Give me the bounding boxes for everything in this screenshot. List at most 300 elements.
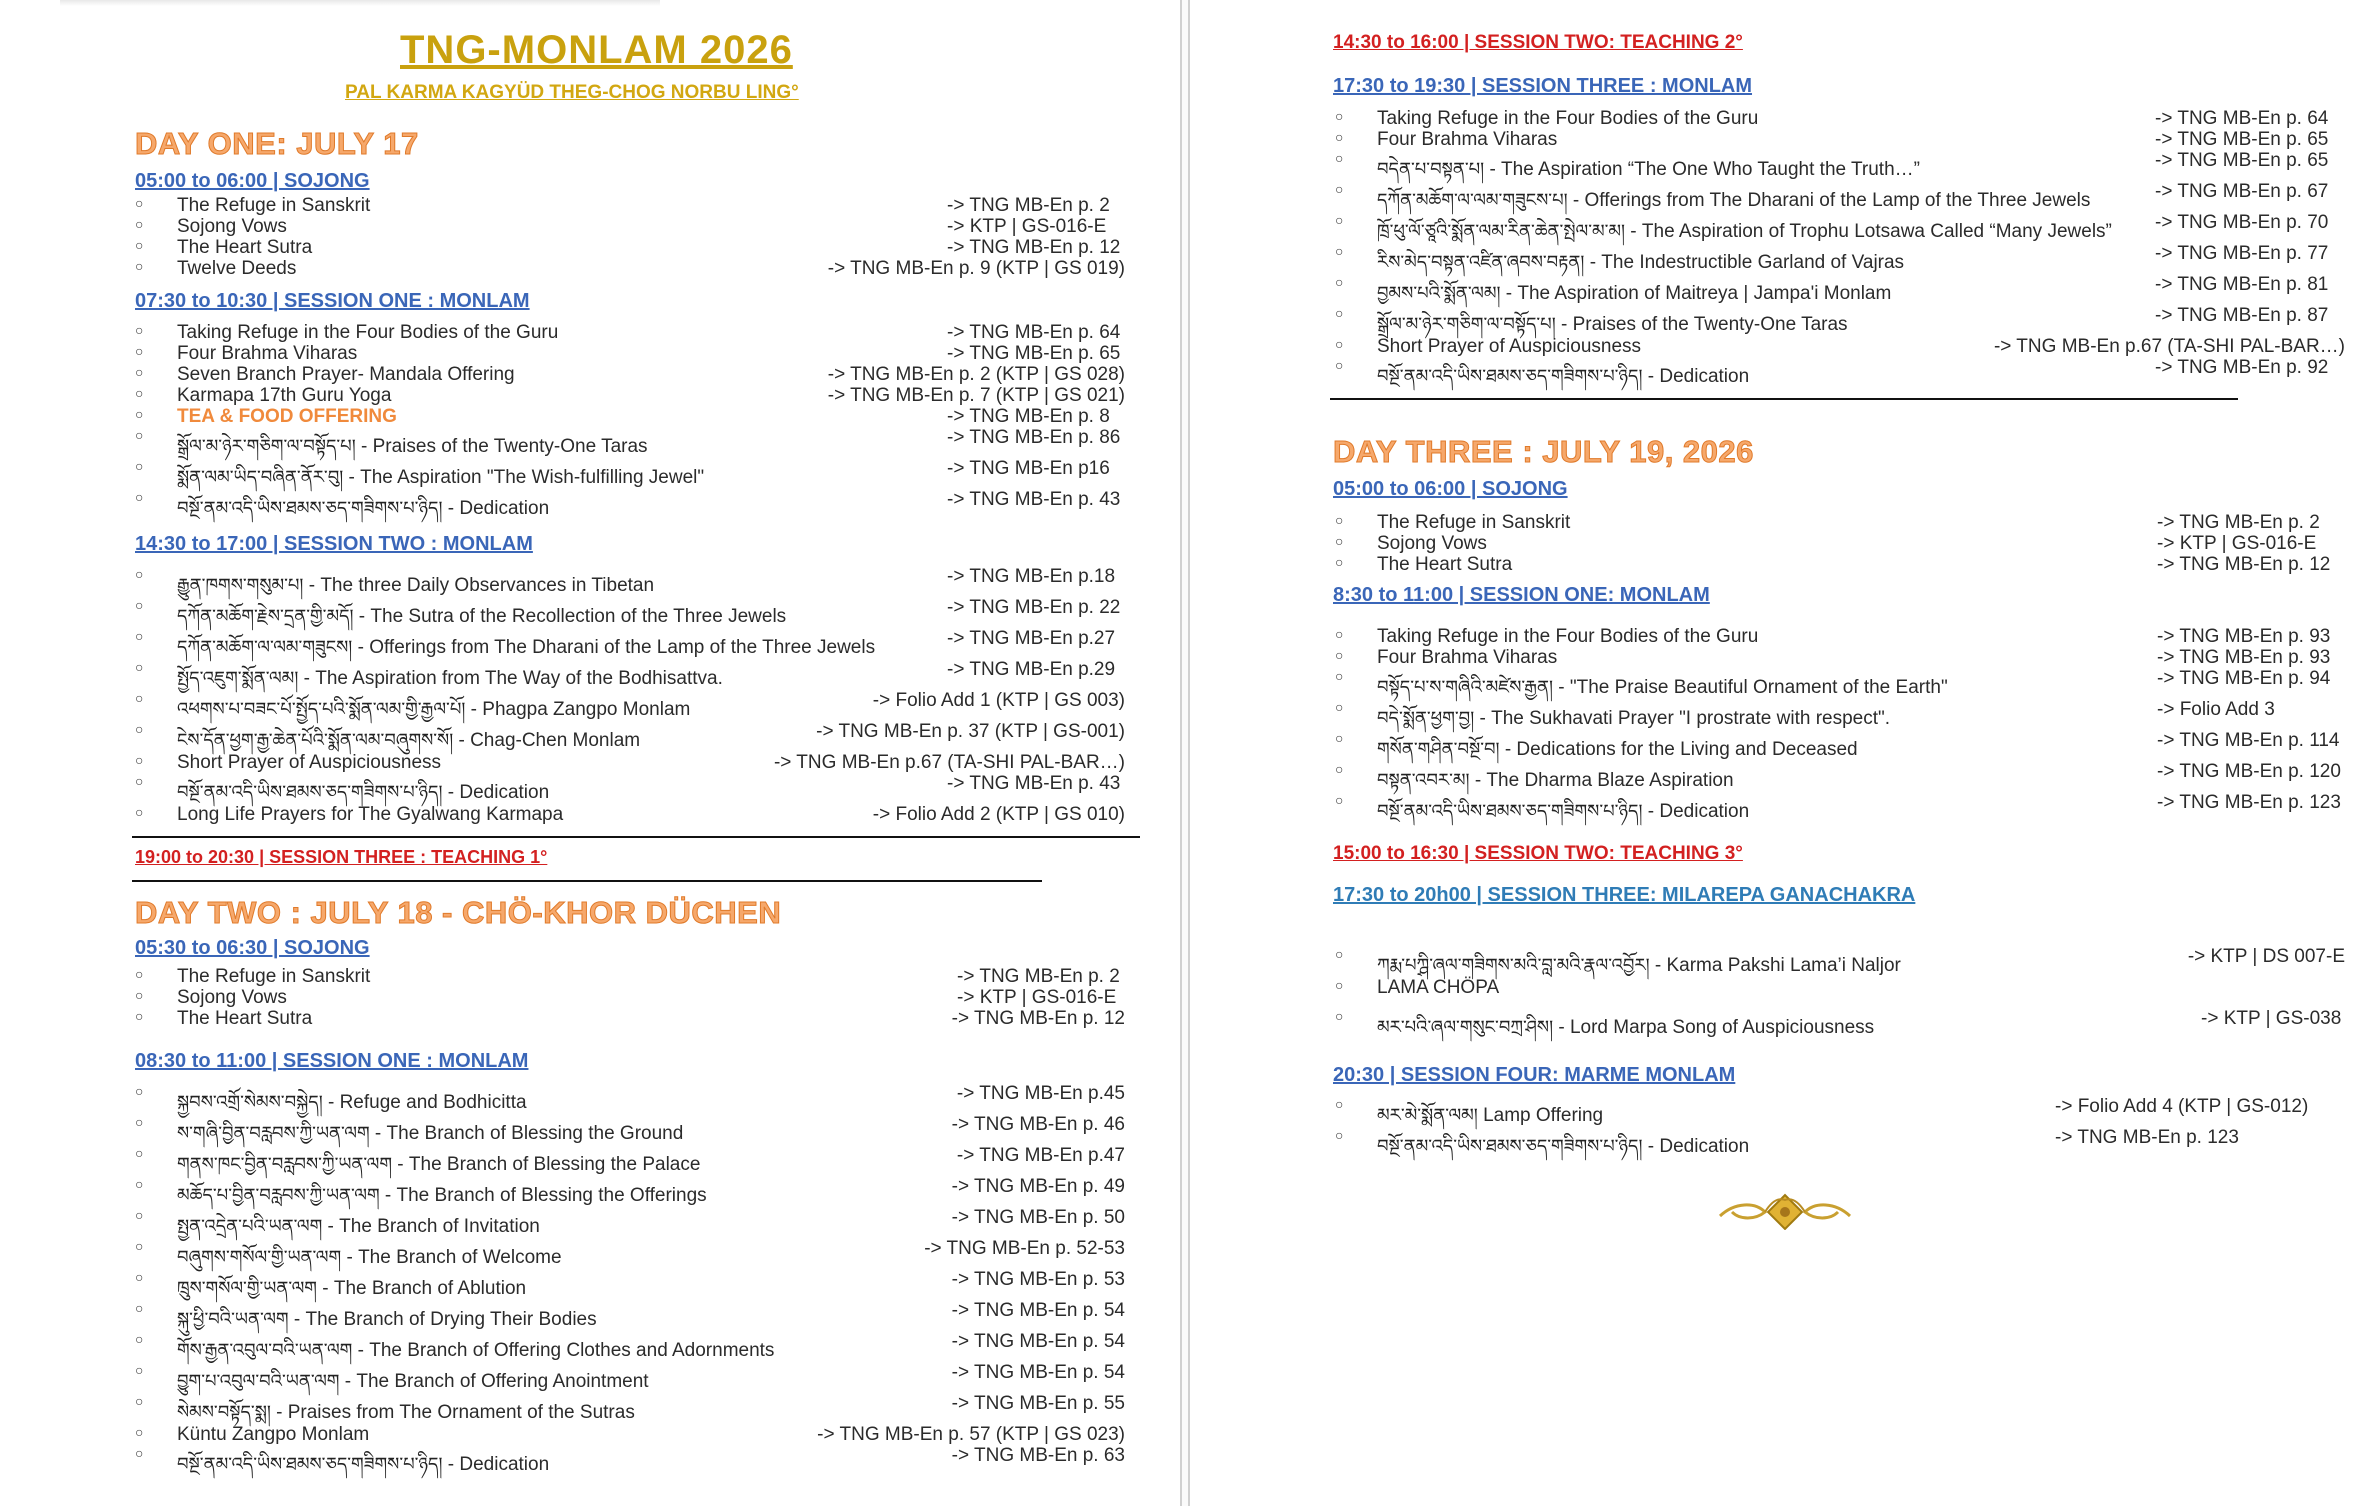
page-reference: -> TNG MB-En p. 46 [951,1114,1125,1135]
circle-bullet-icon: ○ [135,364,144,380]
english-title: Four Brahma Viharas [1377,129,1558,150]
tibetan-title: མཆོད་པ་བྱིན་བརླབས་ཀྱི་ཡན་ལག [177,1185,380,1206]
day-three-heading: DAY THREE : JULY 19, 2026 [1333,434,1754,469]
circle-bullet-icon: ○ [1335,512,1344,528]
session-heading: 05:00 to 06:00 | SOJONG [1333,478,1568,500]
list-item [135,566,1125,597]
english-title: Seven Branch Prayer- Mandala Offering [177,364,515,385]
english-title: - Praises of the Twenty-One Taras [355,436,648,457]
page-reference: -> KTP | GS-038 [2201,1008,2342,1029]
page-reference: -> TNG MB-En p. 53 [951,1269,1125,1290]
page-reference: -> Folio Add 4 (KTP | GS-012) [2055,1096,2309,1117]
circle-bullet-icon: ○ [135,427,144,443]
circle-bullet-icon: ○ [135,721,144,737]
list-item [135,1331,1125,1362]
tibetan-title: ཁྲུས་གསོལ་གྱི་ཡན་ལག [177,1278,317,1299]
tibetan-title: སྒྲོལ་མ་ཉེར་གཅིག་ལ་བསྟོད་པ། [177,436,356,457]
english-title: - The Aspiration of Trophu Lotsawa Called “Many Jewels” [1625,221,2112,242]
circle-bullet-icon: ○ [135,216,144,232]
list-item [1335,647,2345,668]
page-reference: -> TNG MB-En p.47 [956,1145,1125,1166]
circle-bullet-icon: ○ [135,1331,144,1347]
list-item [1335,512,2345,533]
page-reference: -> KTP | GS-016-E [957,987,1117,1008]
english-title: - Offerings from The Dharani of the Lamp of the Three Jewels [1567,190,2091,211]
circle-bullet-icon: ○ [135,690,144,706]
circle-bullet-icon: ○ [1335,626,1344,642]
list-item [135,721,1125,752]
english-title: - Dedication [1642,1136,1750,1157]
tibetan-title: ཁྲོ་ཕུ་ལོ་ཙཱའི་སྨོན་ལམ་རིན་ཆེན་སྤེལ་མ་མ། [1377,221,1626,242]
english-title: Sojong Vows [177,987,287,1008]
circle-bullet-icon: ○ [1335,946,1344,962]
circle-bullet-icon: ○ [135,385,144,401]
list-item [1335,730,2345,761]
page-reference: -> TNG MB-En p. 54 [951,1300,1125,1321]
page-reference: -> TNG MB-En p. 43 [947,489,1121,510]
circle-bullet-icon: ○ [135,195,144,211]
circle-bullet-icon: ○ [1335,129,1344,145]
item-title [177,966,370,988]
session-heading: 14:30 to 17:00 | SESSION TWO : MONLAM [135,533,533,555]
english-title: - The Sukhavati Prayer "I prostrate with respect". [1474,708,1891,729]
tibetan-title: བསྔོ་ནམ་འདི་ཡིས་ཐམས་ཅད་གཟིགས་པ་ཉིད། [1377,1136,1643,1157]
circle-bullet-icon: ○ [1335,1008,1344,1024]
english-title: - Karma Pakshi Lama’i Naljor [1649,955,1901,976]
page-reference: -> TNG MB-En p. 37 (KTP | GS-001) [816,721,1125,742]
list-item [135,343,1125,364]
english-title: - The Branch of Invitation [322,1216,540,1237]
page-reference: -> TNG MB-En p. 2 [947,195,1110,216]
item-title [1377,626,1758,648]
list-item [1335,150,2345,181]
circle-bullet-icon: ○ [135,1362,144,1378]
circle-bullet-icon: ○ [135,773,144,789]
page-reference: -> TNG MB-En p. 114 [2157,730,2340,751]
session-heading: 17:30 to 20h00 | SESSION THREE: MILAREPA GANACHAKRA [1333,884,1916,906]
item-title [177,406,397,428]
circle-bullet-icon: ○ [1335,1096,1344,1112]
page-reference: -> TNG MB-En p. 2 [2157,512,2320,533]
tibetan-title: དཀོན་མཆོག་ལ་ལམ་གཟུངས། [177,637,353,658]
circle-bullet-icon: ○ [135,1008,144,1024]
tibetan-title: འཕགས་པ་བཟང་པོ་སྤྱོད་པའི་སྨོན་ལམ་གྱི་རྒྱལ་པོ། [177,699,466,720]
list-item [1335,243,2345,274]
english-title: The Heart Sutra [1377,554,1513,575]
session-heading: 14:30 to 16:00 | SESSION TWO: TEACHING 2° [1333,32,1743,53]
session-heading: 05:00 to 06:00 | SOJONG [135,170,370,192]
session-list [135,322,1125,520]
circle-bullet-icon: ○ [135,1145,144,1161]
english-title: - The Branch of Offering Clothes and Adornments [352,1340,775,1361]
session-list [1335,108,2345,387]
page-reference: -> TNG MB-En p. 55 [951,1393,1125,1414]
session-heading: 19:00 to 20:30 | SESSION THREE : TEACHING 1° [135,847,548,867]
english-title: The Heart Sutra [177,1008,313,1029]
page-reference: -> TNG MB-En p. 93 [2157,647,2331,668]
circle-bullet-icon: ○ [135,597,144,613]
session-heading: 08:30 to 11:00 | SESSION ONE : MONLAM [135,1050,529,1072]
list-item [135,659,1125,690]
list-item [135,258,1125,279]
list-item [135,1362,1125,1393]
english-title: - Chag-Chen Monlam [453,730,641,751]
list-item [135,597,1125,628]
page-reference: -> TNG MB-En p. 86 [947,427,1121,448]
item-title [177,258,296,280]
session-list [1335,626,2345,822]
list-item [1335,668,2345,699]
english-title: - The Aspiration “The One Who Taught the Truth…” [1484,159,1920,180]
session-heading: 20:30 | SESSION FOUR: MARME MONLAM [1333,1064,1736,1086]
page-reference: -> KTP | DS 007-E [2187,946,2345,967]
page-reference: -> TNG MB-En p. 81 [2155,274,2329,295]
circle-bullet-icon: ○ [1335,150,1344,166]
page-reference: -> TNG MB-En p. 57 (KTP | GS 023) [817,1424,1125,1445]
page-reference: -> TNG MB-En p. 123 [2157,792,2341,813]
list-item [135,690,1125,721]
tibetan-title: སྐུ་ཕྱི་བའི་ཡན་ལག [177,1309,289,1330]
session-list [135,195,1125,279]
tibetan-title: བསྔོ་ནམ་འདི་ཡིས་ཐམས་ཅད་གཟིགས་པ་ཉིད། [177,498,443,519]
day-two-heading: DAY TWO : JULY 18 - CHÖ-KHOR DÜCHEN [135,895,782,930]
page-reference: -> TNG MB-En p. 50 [951,1207,1125,1228]
circle-bullet-icon: ○ [1335,305,1344,321]
english-title: The Heart Sutra [177,237,313,258]
item-title [1377,792,1749,842]
english-title: Four Brahma Viharas [177,343,358,364]
tibetan-title: གོས་རྒྱན་འབུལ་བའི་ཡན་ལག [177,1340,353,1361]
circle-bullet-icon: ○ [1335,181,1344,197]
circle-bullet-icon: ○ [135,804,144,820]
page-reference: -> TNG MB-En p. 120 [2157,761,2341,782]
page-reference: -> TNG MB-En p. 65 [2155,150,2329,171]
page-reference: -> KTP | GS-016-E [947,216,1107,237]
circle-bullet-icon: ○ [1335,647,1344,663]
page-reference: -> TNG MB-En p.18 [947,566,1116,587]
item-title [177,489,549,539]
list-item [135,1008,1125,1029]
page-reference: -> Folio Add 3 [2157,699,2275,720]
list-item [135,1393,1125,1424]
page-reference: -> TNG MB-En p.67 (TA-SHI PAL-BAR…) [773,752,1125,773]
item-title [1377,977,1499,999]
list-item [135,628,1125,659]
tibetan-title: བསྔོ་ནམ་འདི་ཡིས་ཐམས་ཅད་གཟིགས་པ་ཉིད། [1377,801,1643,822]
item-title [1377,647,1557,669]
english-title: - The Branch of Blessing the Offerings [379,1185,707,1206]
page-reference: -> TNG MB-En p. 49 [951,1176,1125,1197]
item-title [177,1008,312,1030]
session-heading: 8:30 to 11:00 | SESSION ONE: MONLAM [1333,584,1710,606]
item-title [177,322,558,344]
tibetan-title: བྱུག་པ་འབུལ་བའི་ཡན་ལག [177,1371,340,1392]
tibetan-title: རྒྱུན་ཁགས་གསུམ་པ། [177,575,304,596]
circle-bullet-icon: ○ [1335,668,1344,684]
tibetan-title: བདེན་པ་བསྟན་པ། [1377,159,1485,180]
list-item [135,237,1125,258]
circle-bullet-icon: ○ [1335,357,1344,373]
list-item [135,966,1125,987]
circle-bullet-icon: ○ [1335,1127,1344,1143]
circle-bullet-icon: ○ [135,966,144,982]
english-title: The Refuge in Sanskrit [1377,512,1571,533]
english-title: - Lord Marpa Song of Auspiciousness [1553,1017,1875,1038]
circle-bullet-icon: ○ [135,458,144,474]
circle-bullet-icon: ○ [135,406,144,422]
english-title: LAMA CHÖPA [1377,977,1500,998]
divider [132,836,1140,838]
list-item [135,773,1125,804]
list-item [135,364,1125,385]
circle-bullet-icon: ○ [135,1238,144,1254]
day-one-heading: DAY ONE: JULY 17 [135,126,419,161]
english-title: - Praises from The Ornament of the Sutras [270,1402,635,1423]
english-title: - The Branch of Blessing the Ground [369,1123,684,1144]
english-title: Taking Refuge in the Four Bodies of the Guru [177,322,559,343]
english-title: Karmapa 17th Guru Yoga [177,385,392,406]
list-item [1335,1096,2345,1127]
document-title: TNG-MONLAM 2026 [400,28,793,72]
tibetan-title: ཀརྨ་པཀྴི་ཞལ་གཟིགས་མའི་བླ་མའི་རྣལ་འབྱོར། [1377,955,1650,976]
page-reference: -> TNG MB-En p. 65 [947,343,1121,364]
list-item [135,1424,1125,1445]
session-list [135,566,1125,825]
session-list [1335,1096,2345,1157]
english-title: The Refuge in Sanskrit [177,966,371,987]
page-reference: -> TNG MB-En p16 [947,458,1110,479]
list-item [135,458,1125,489]
page-reference: -> TNG MB-En p. 93 [2157,626,2331,647]
list-item [135,216,1125,237]
list-item [135,1207,1125,1238]
circle-bullet-icon: ○ [135,1300,144,1316]
english-title: Short Prayer of Auspiciousness [177,752,442,773]
list-item [135,804,1125,825]
english-title: - Dedication [442,1454,550,1475]
page-reference: -> TNG MB-En p. 7 (KTP | GS 021) [827,385,1125,406]
list-item [1335,274,2345,305]
item-title [1377,533,1487,555]
circle-bullet-icon: ○ [135,1445,144,1461]
english-title: - The Branch of Offering Anointment [339,1371,649,1392]
left-page [0,0,1180,1506]
list-item [135,427,1125,458]
circle-bullet-icon: ○ [135,258,144,274]
english-title: Taking Refuge in the Four Bodies of the Guru [1377,626,1759,647]
circle-bullet-icon: ○ [1335,554,1344,570]
english-title: - The Aspiration from The Way of the Bodhisattva. [298,668,723,689]
item-title [177,987,287,1009]
circle-bullet-icon: ○ [135,1083,144,1099]
circle-bullet-icon: ○ [1335,761,1344,777]
session-heading: 07:30 to 10:30 | SESSION ONE : MONLAM [135,290,530,312]
english-title: - Praises of the Twenty-One Taras [1555,314,1848,335]
list-item [135,322,1125,343]
circle-bullet-icon: ○ [135,489,144,505]
circle-bullet-icon: ○ [135,1424,144,1440]
session-heading: 15:00 to 16:30 | SESSION TWO: TEACHING 3° [1333,843,1743,864]
circle-bullet-icon: ○ [1335,212,1344,228]
endless-knot-ornament-icon [1710,1190,1860,1230]
circle-bullet-icon: ○ [135,1114,144,1130]
page-reference: -> TNG MB-En p. 65 [2155,129,2329,150]
circle-bullet-icon: ○ [1335,792,1344,808]
english-title: Küntu Zangpo Monlam [177,1424,370,1445]
page-reference: -> TNG MB-En p.29 [947,659,1116,680]
circle-bullet-icon: ○ [135,1207,144,1223]
page-reference: -> TNG MB-En p. 54 [951,1331,1125,1352]
english-title: - Offerings from The Dharani of the Lamp of the Three Jewels [352,637,876,658]
tibetan-title: མར་མེ་སྨོན་ལམ། [1377,1105,1478,1126]
item-title [1377,129,1557,151]
english-title: - The Aspiration "The Wish-fulfilling Jewel" [343,467,705,488]
list-item [135,1445,1125,1476]
circle-bullet-icon: ○ [135,566,144,582]
page-reference: -> TNG MB-En p. 43 [947,773,1121,794]
list-item [135,1269,1125,1300]
right-page [1190,0,2378,1506]
tibetan-title: སྒྲོལ་མ་ཉེར་གཅིག་ལ་བསྟོད་པ། [1377,314,1556,335]
english-title: - The Sutra of the Recollection of the Three Jewels [353,606,787,627]
list-item [135,1145,1125,1176]
english-title: - The Dharma Blaze Aspiration [1469,770,1734,791]
circle-bullet-icon: ○ [1335,699,1344,715]
circle-bullet-icon: ○ [135,628,144,644]
tibetan-title: རིས་མེད་བསྟན་འཛིན་ཞབས་བརྟན། [1377,252,1585,273]
english-title: - Dedications for the Living and Deceased [1499,739,1858,760]
tibetan-title: སྨོན་ལམ་ཡིད་བཞིན་ནོར་བུ། [177,467,344,488]
page-reference: -> TNG MB-En p. 12 [2157,554,2331,575]
english-title: - The Aspiration of Maitreya | Jampa'i Monlam [1500,283,1892,304]
list-item [135,987,1125,1008]
english-title: TEA & FOOD OFFERING [177,406,397,427]
session-list [135,1083,1125,1476]
item-title [177,804,563,826]
tibetan-title: མར་པའི་ཞལ་གསུང་བཀྲ་ཤིས། [1377,1017,1554,1038]
tibetan-title: བྱམས་པའི་སྨོན་ལམ། [1377,283,1501,304]
english-title: Short Prayer of Auspiciousness [1377,336,1642,357]
list-item [1335,792,2345,822]
item-title [1377,108,1758,130]
page-reference: -> TNG MB-En p. 22 [947,597,1121,618]
list-item [1335,212,2345,243]
english-title: - The Branch of Welcome [341,1247,562,1268]
english-title: - "The Praise Beautiful Ornament of the Earth" [1552,677,1948,698]
english-title: Sojong Vows [177,216,287,237]
page-reference: -> TNG MB-En p.27 [947,628,1116,649]
page-reference: -> Folio Add 2 (KTP | GS 010) [872,804,1125,825]
english-title: - Dedication [442,498,550,519]
english-title: The Refuge in Sanskrit [177,195,371,216]
circle-bullet-icon: ○ [1335,730,1344,746]
item-title [177,237,312,259]
circle-bullet-icon: ○ [135,343,144,359]
list-item [135,752,1125,773]
circle-bullet-icon: ○ [1335,977,1344,993]
page-reference: -> TNG MB-En p. 2 [957,966,1120,987]
document-subtitle: PAL KARMA KAGYÜD THEG-CHOG NORBU LING° [345,82,799,103]
circle-bullet-icon: ○ [135,322,144,338]
tibetan-title: བསྟན་འབར་མ། [1377,770,1470,791]
tibetan-title: བསྔོ་ནམ་འདི་ཡིས་ཐམས་ཅད་གཟིགས་པ་ཉིད། [1377,366,1643,387]
list-item [1335,946,2345,977]
item-title [1377,554,1512,576]
tibetan-title: བསྔོ་ནམ་འདི་ཡིས་ཐམས་ཅད་གཟིགས་པ་ཉིད། [177,1454,443,1475]
tibetan-title: བདེ་སྨོན་ཕྱག་བྱ། [1377,708,1475,729]
circle-bullet-icon: ○ [1335,336,1344,352]
list-item [135,1114,1125,1145]
list-item [135,195,1125,216]
tibetan-title: སྤྱོད་འཇུག་སྨོན་ལམ། [177,668,299,689]
circle-bullet-icon: ○ [1335,274,1344,290]
english-title: Twelve Deeds [177,258,297,279]
english-title: - Phagpa Zangpo Monlam [465,699,691,720]
list-item [135,1083,1125,1114]
list-item [1335,305,2345,336]
list-item [1335,699,2345,730]
circle-bullet-icon: ○ [135,752,144,768]
session-heading: 17:30 to 19:30 | SESSION THREE : MONLAM [1333,75,1753,97]
tibetan-title: དཀོན་མཆོག་རྗེས་དྲན་གྱི་མདོ། [177,606,354,627]
page-reference: -> TNG MB-En p.45 [956,1083,1125,1104]
tibetan-title: སེམས་བསྟོད་སྨ། [177,1402,271,1423]
page-reference: -> TNG MB-En p.67 (TA-SHI PAL-BAR…) [1993,336,2345,357]
list-item [1335,129,2345,150]
page-reference: -> KTP | GS-016-E [2157,533,2317,554]
list-item [135,1238,1125,1269]
item-title [177,343,357,365]
english-title: - The three Daily Observances in Tibetan [303,575,655,596]
divider [1330,398,2238,400]
page-reference: -> TNG MB-En p. 9 (KTP | GS 019) [827,258,1125,279]
item-title [177,1445,549,1495]
tibetan-title: སྐྱབས་འགྲོ་སེམས་བསྐྱེད། [177,1092,323,1113]
english-title: - Dedication [442,782,550,803]
list-item [135,406,1125,427]
list-item [1335,761,2345,792]
session-list [135,966,1125,1029]
english-title: - Dedication [1642,366,1750,387]
page-reference: -> TNG MB-En p. 12 [947,237,1121,258]
english-title: - Dedication [1642,801,1750,822]
page-reference: -> TNG MB-En p. 67 [2155,181,2329,202]
english-title: Four Brahma Viharas [1377,647,1558,668]
list-item [1335,336,2345,357]
circle-bullet-icon: ○ [135,1176,144,1192]
session-list [1335,512,2345,575]
page-reference: -> TNG MB-En p. 70 [2155,212,2329,233]
page-reference: -> TNG MB-En p. 12 [951,1008,1125,1029]
list-item [135,385,1125,406]
item-title [177,216,287,238]
item-title [1377,1008,1874,1058]
circle-bullet-icon: ○ [135,237,144,253]
page-reference: -> TNG MB-En p. 87 [2155,305,2329,326]
list-item [1335,977,2345,1008]
english-title: - The Indestructible Garland of Vajras [1584,252,1905,273]
tibetan-title: དཀོན་མཆོག་ལ་ལམ་གཟུངས་པ། [1377,190,1568,211]
item-title [1377,1127,1749,1177]
page-gutter [1180,0,1190,1506]
list-item [1335,181,2345,212]
page-reference: -> TNG MB-En p. 64 [2155,108,2329,129]
page-reference: -> TNG MB-En p. 63 [951,1445,1125,1466]
english-title: Long Life Prayers for The Gyalwang Karmapa [177,804,564,825]
page-reference: -> TNG MB-En p. 64 [947,322,1121,343]
tibetan-title: བསྟོད་པ་ས་གཞིའི་མཛེས་རྒྱན། [1377,677,1553,698]
list-item [1335,1008,2345,1038]
